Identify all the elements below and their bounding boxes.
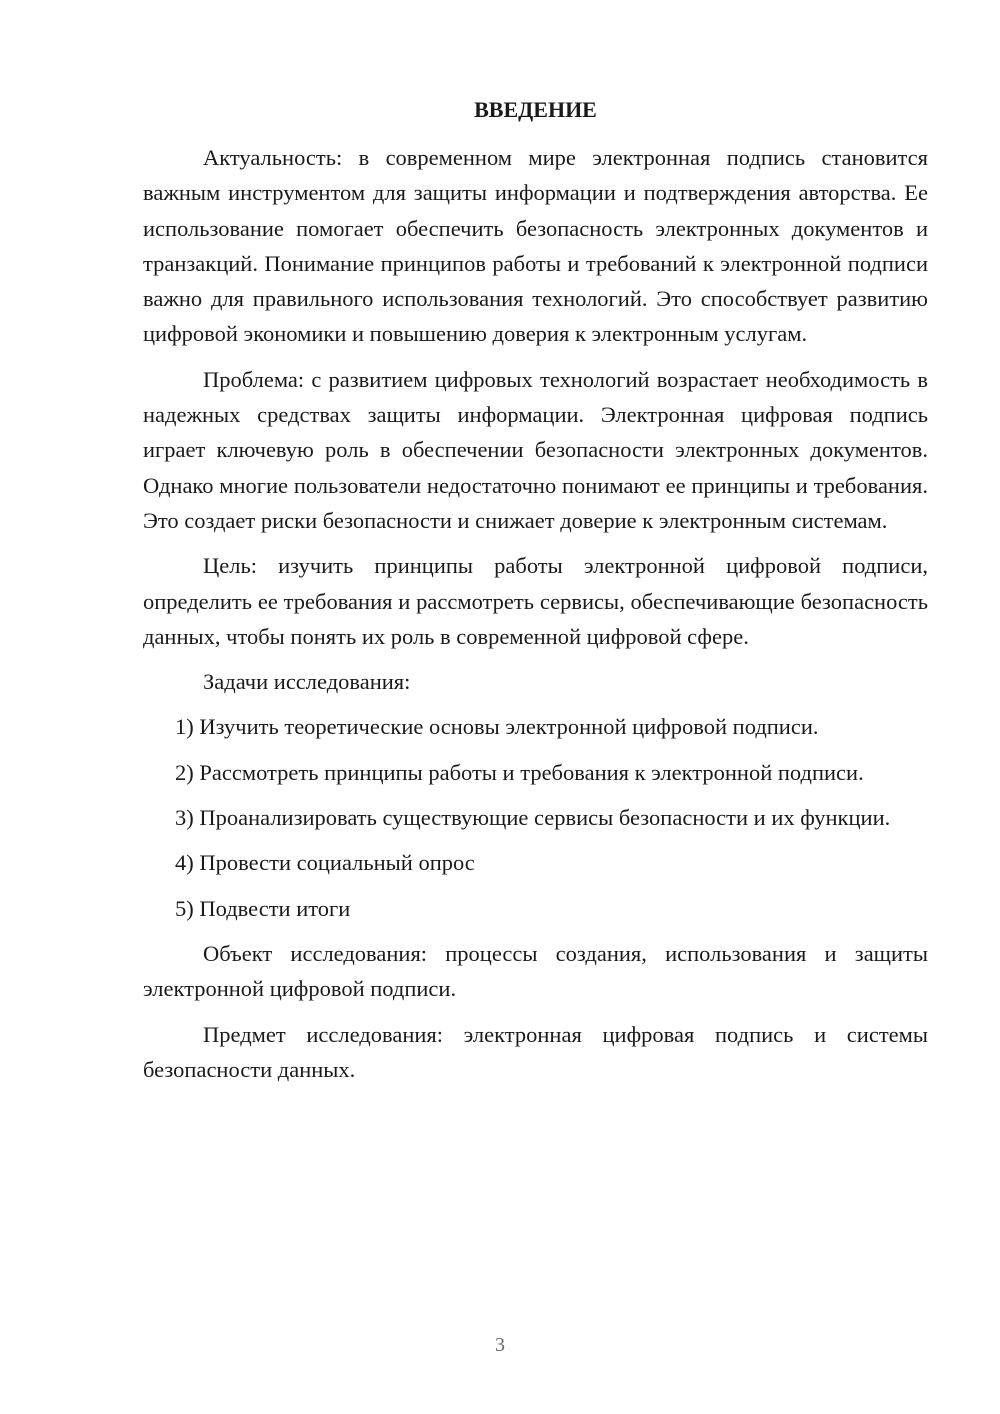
page-content (143, 94, 928, 1097)
page-number: 3 (495, 1334, 505, 1356)
task-item-3: 3) Проанализировать существующие сервисы безопасности и их функции. (175, 805, 891, 831)
tasks-heading: Задачи исследования: (203, 669, 411, 695)
relevance-paragraph: Актуальность: в современном мире электронная подпись становится важным инструментом для защиты информации и подтверждения авторства. Ее использование помогает обеспечить безопасность электронных документов и транзакций. Понимание принципов работы и требований к электронной подписи важно для правильного использования технологий. Это способствует развитию цифровой экономики и повышению доверия к электронным услугам. (143, 145, 928, 347)
object-paragraph: Объект исследования: процессы создания, использования и защиты электронной цифровой подписи. (143, 940, 928, 1002)
problem-paragraph: Проблема: с развитием цифровых технологий возрастает необходимость в надежных средствах защиты информации. Электронная цифровая подпись играет ключевую роль в обеспечении безопасности электронных документов. Однако многие пользователи недостаточно понимают ее принципы и требования. Это создает риски безопасности и снижает доверие к электронным системам. (143, 366, 928, 533)
task-item-1: 1) Изучить теоретические основы электронной цифровой подписи. (175, 714, 819, 740)
subject-paragraph: Предмет исследования: электронная цифровая подпись и системы безопасности данных. (143, 1021, 928, 1082)
task-item-5: 5) Подвести итоги (175, 895, 351, 921)
goal-paragraph: Цель: изучить принципы работы электронной цифровой подписи, определить ее требования и рассмотреть сервисы, обеспечивающие безопасность данных, чтобы понять их роль в современной цифровой сфере. (143, 553, 928, 649)
task-item-2: 2) Рассмотреть принципы работы и требования к электронной подписи. (175, 759, 864, 785)
section-title: ВВЕДЕНИЕ (474, 97, 597, 122)
task-item-4: 4) Провести социальный опрос (175, 850, 475, 876)
